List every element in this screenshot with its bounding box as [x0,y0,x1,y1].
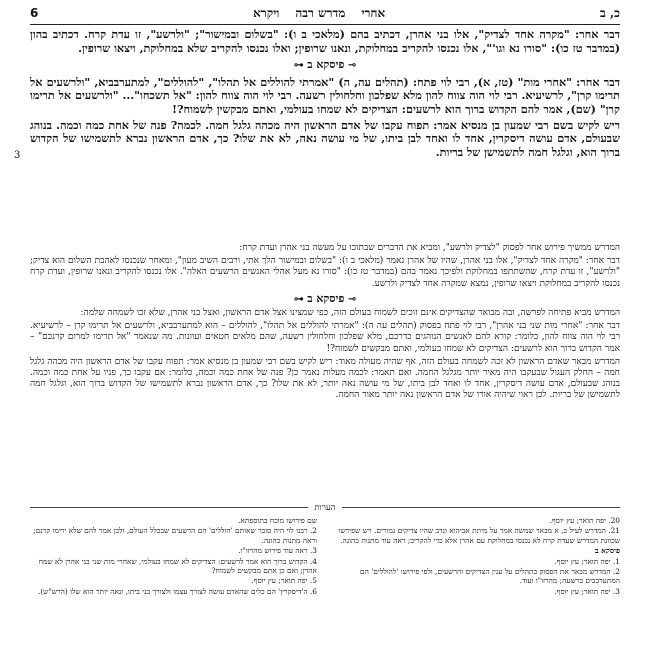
ornament-icon: ⊷ [293,60,308,72]
running-head [253,6,385,21]
main-text [30,28,620,161]
commentary-paragraph-2: דבר אחר: "אחרי מות שני בני אהרן", רבי לוי פתח בפסוק (תהלים עה ה): "אמרתי להוללים אל תהלו", להוללים – הוא למתערבביא, ולרשעים אל תרימו קרן – לרשיעיא. רבי לוי הוה צווח להון, כלומר: קורא להם לאנשים הנוהגים כדרכם, מלא שפלכון וחלחולין רשעה, שהם מלאים חטאים ועוונות. מה שנאמר "אל תרימו למרום קרנכם" – אמר הקדוש ברוך הוא לרשעים: הצדיקים לא שמחו בעולמי, ואתם מבקשים לשמוח?! [30,321,620,354]
main-paragraph-2: ריש לקיש בשם רבי שמעון בן מנסיא אמר: תפוח עקבו של אדם הראשון היה מכהה גלגל חמה. לכמה? פנה של אחת כמה וכמה. בנוהג שבעולם, אדם עושה דיסקרין, אחד לו ואחד לבן ביתו, של מי עושה נאה, לא את שלו? כך, אדם הראשון נברא לתשמישו של הקדוש ברוך הוא, וגלגל חמה לתשמישן של בריות. [30,117,620,159]
note: 3. יפה תואר; עץ יוסף. [554,586,620,596]
commentary [30,243,620,404]
note: 6. ה'דיסקרין' הם כלים שהאדם עושה לצורך עצמו ולצורך בני ביתו, ונאה יותר הוא שלו (הרש"ש). [37,586,317,596]
note: 21. המדרש לעיל כ, א מבאר שמשה אמר על מיתת אביהוא ונדב שהיו צדיקים גמורים. ויש שפירשו שכוונת המדרש שעדת קרח לא נכנסו במחלוקת עם אהרן אלא כדי להקריב; ראה עוד מתנות כהונה. [338,526,620,545]
commentary-paragraph: דבר אחר: "מקרה אחד לצדיק", אלו בני אהרן, שהיו של אהרן נאמר (מלאכי ב ו): "בשלום ובמישור הלך אתי, ורבים השיב מעון", ומאחר שנכנסו לאהבת השלום הוא צדיק; "ולרשע", זו עדת קרח, שהשתתפו במחלוקת ולפיכך נאמר בהם (במדבר טז כו): "סורו נא מעל אהלי האנשים הרשעים האלה". אלו נכנסו להקריב ונאנו שרופין, ועדת קרח נכנסו להקריב במחלוקת ויצאו שרופין, נמצא שמקרה אחד לצדיק ולרשע. [30,256,620,289]
main-intro-paragraph: דבר אחר: "מקרה אחד לצדיק", אלו בני אהרן, דכתיב בהם (מלאכי ב ו): "בשלום ובמישור"; "ולרשע", זו עדת קרח. דכתיב בהון (במדבר טז כו): "סורו נא וגו'", אלו נכנסו להקריב במחלוקת, ונאנו שרופין; ואלו נכנסו להקריב שלא במחלוקת, ויצאו שרופין. [30,27,620,55]
commentary-section-title: ⊸ פיסקא ב ⊷ [293,291,357,305]
note: 3. ראה עוד פירוש מהרזו"ו. [238,546,317,556]
notes-right-column [333,516,620,597]
ornament-icon: ⊸ [344,60,357,72]
commentary-paragraph-3: המדרש מבאר שאדם הראשון לא זכה לשמחה בעולם הזה, אף שהיה מעולה מאוד: ריש לקיש בשם רבי שמעון בן מנסיא אמר: תפוח עקבו של אדם הראשון היה מכהה גלגל חמה – החלק העגול שבעקבו היה מאיר יותר מגלגל החמה. ואם תאמר: לכמה מעלות נאמר כן? פנה של אחת כמה וכמה, כלומר: אם עקבו כך, פניו על אחת כמה וכמה. בנוהג שבעולם, אדם עושה דיסקרין, אחד לו ואחד לבן ביתו, של מי עושה נאה יותר, לא את שלו? כך, אדם הראשון נברא לתשמישו של הקדוש ברוך הוא, וגלגל חמה לתשמישן של בריות. לכן ראוי שיהיה אורו של אדם הראשון נאה יותר מאור החמה. [30,356,620,401]
ornament-icon: ⊷ [293,293,308,305]
note: 4. הקדוש ברוך הוא אמר לרשעים: הצדיקים לא שמחו בעולמי, שאחרי מות שני בני אהרן לא שמח אהרן; ואם כן אתם מבקשים לשמוח? [38,556,317,576]
note: 1. יפה תואר; עץ יוסף. [554,556,620,566]
commentary-intro-2: המדרש מביא פתיחה לפרשה, ובה מבואר שהצדיקים אינם זוכים לשמוח בעולם הזה, כפי שמצינו אצל אדם הראשון, ואצל בני אהרן, שלא זכו לשמחה שלמה: [80,308,620,319]
ornament-icon: ⊸ [344,293,357,305]
parsha-name: אחרי [361,5,386,20]
note: 2. רבנו לוי היה סובר שאותם 'הוללים' הם הרשעים שבכלל העולם, ולכן אמר להם שלא ירימו קרנם; וראה מתנות כהונה. [33,526,317,545]
note: 2. המדרש מבאר את הפסוק בתהלים על ענין הצדיקים והרשעים, ולפי פירושו 'להוללים' הם המתערבבים ברשעה; מהרזו"ו ועוד. [360,567,620,586]
main-paragraph: דבר אחר: "אחרי מות" (טז, א), רבי לוי פתח: (תהלים עה, ה) "אמרתי להוללים אל תהלו", "להוללים", למתערבביא, "ולרשעים אל תרימו קרן", לרשיעיא. רבי לוי הוה צווח להון מלא שפלכון וחלחולין רשעה. רבי לוי הוה צווח להון: "אל תשכחו"... "ולרשעים אל תרימו קרן" (שם), אמר להם הקדוש ברוך הוא לרשעים: הצדיקים לא שמחו בעולמי, ואתם מבקשין לשמוח?! [30,74,620,116]
main-section-title: ⊸ פיסקא ב ⊷ [293,58,357,72]
margin-number: 3 [14,150,21,161]
note: שם פירושו מוכח בתוספתא. [238,516,317,525]
note: 5. יפה תואר; עץ יוסף. [251,576,317,586]
section-reference: כ, ב [599,5,620,20]
commentary-intro: המדרש ממשיך פירוש אחר לפסוק "לצדיק ולרשע", ומביא את הדברים שבתוכו על מעשה בני אהרן ועדת קרח: [239,243,620,253]
work-title: מדרש רבה [295,5,346,20]
note-section-title: פיסקא ב [595,546,620,556]
page-number: 6 [30,6,39,20]
note: 20. יפה תואר; עץ יוסף. [549,516,620,525]
notes-title: הערות [0,502,650,513]
book-name: ויקרא [253,5,280,20]
notes-left-column [30,516,317,597]
page-header [30,2,620,25]
footnotes [30,516,620,597]
